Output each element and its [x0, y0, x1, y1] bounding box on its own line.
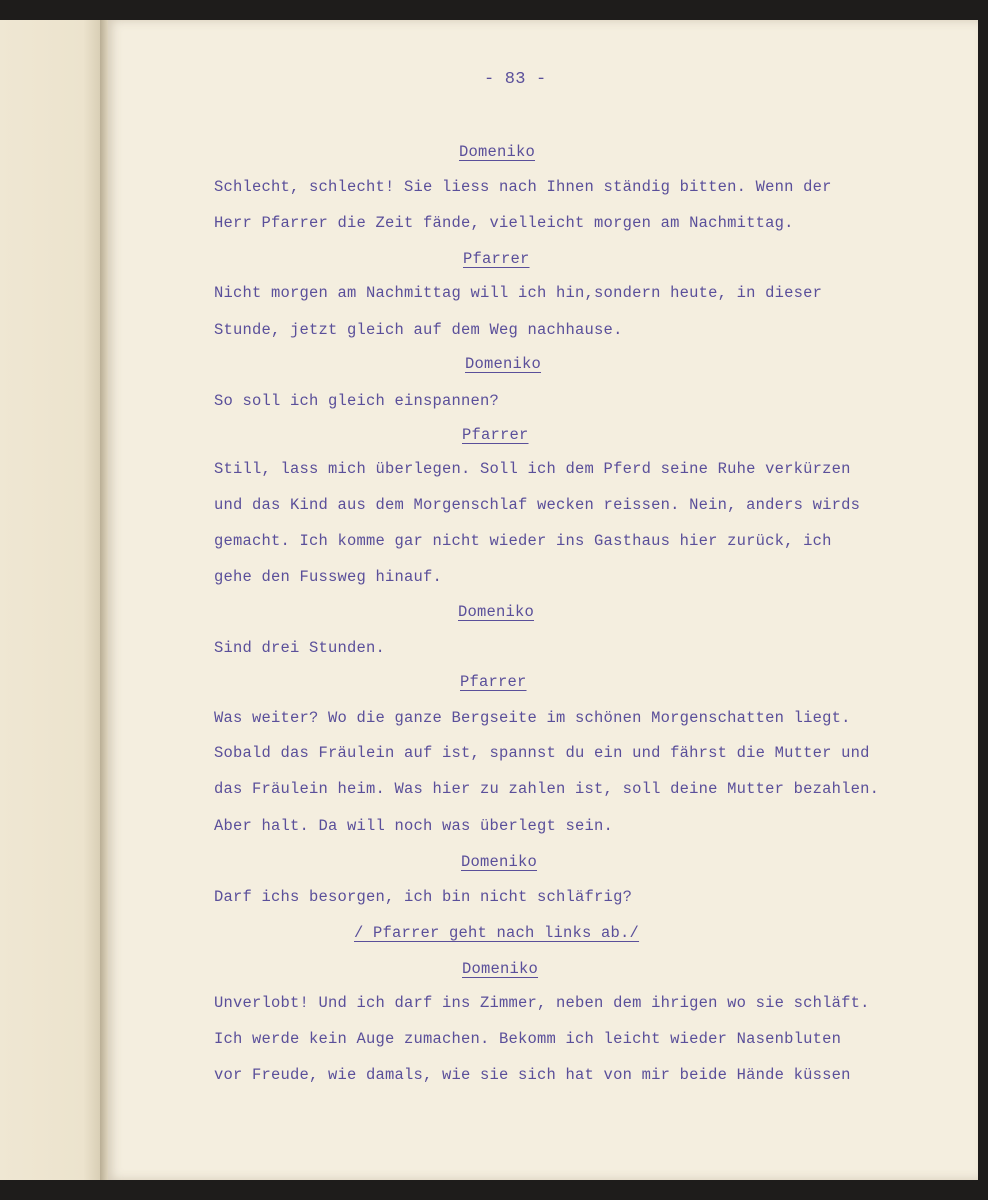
- page-number: - 83 -: [484, 70, 547, 89]
- text-line: das Fräulein heim. Was hier zu zahlen ist, soll deine Mutter bezahlen.: [214, 780, 880, 798]
- speaker-heading: Pfarrer: [462, 426, 529, 444]
- text-line: Nicht morgen am Nachmittag will ich hin,sondern heute, in dieser: [214, 284, 823, 302]
- text-line: Stunde, jetzt gleich auf dem Weg nachhause.: [214, 321, 623, 339]
- left-page-edge: [0, 20, 104, 1180]
- text-line: Sobald das Fräulein auf ist, spannst du ein und fährst die Mutter und: [214, 744, 870, 762]
- speaker-heading: Domeniko: [461, 853, 538, 871]
- text-line: gemacht. Ich komme gar nicht wieder ins Gasthaus hier zurück, ich: [214, 532, 832, 550]
- text-line: Was weiter? Wo die ganze Bergseite im schönen Morgenschatten liegt.: [214, 709, 851, 727]
- text-line: vor Freude, wie damals, wie sie sich hat von mir beide Hände küssen: [214, 1066, 851, 1084]
- text-line: Darf ichs besorgen, ich bin nicht schläfrig?: [214, 888, 633, 906]
- text-line: Herr Pfarrer die Zeit fände, vielleicht morgen am Nachmittag.: [214, 214, 794, 232]
- text-line: Unverlobt! Und ich darf ins Zimmer, neben dem ihrigen wo sie schläft.: [214, 994, 870, 1012]
- page-gutter: [100, 20, 108, 1180]
- text-line: und das Kind aus dem Morgenschlaf wecken reissen. Nein, anders wirds: [214, 496, 861, 514]
- text-line: Still, lass mich überlegen. Soll ich dem Pferd seine Ruhe verkürzen: [214, 460, 851, 478]
- text-line: gehe den Fussweg hinauf.: [214, 568, 443, 586]
- speaker-heading: Pfarrer: [463, 250, 530, 268]
- speaker-heading: Domeniko: [462, 960, 539, 978]
- stage-direction: / Pfarrer geht nach links ab./: [354, 924, 640, 942]
- text-line: Aber halt. Da will noch was überlegt sein.: [214, 817, 614, 835]
- text-line: Ich werde kein Auge zumachen. Bekomm ich leicht wieder Nasenbluten: [214, 1030, 842, 1048]
- text-line: Sind drei Stunden.: [214, 639, 386, 657]
- speaker-heading: Domeniko: [465, 355, 542, 373]
- speaker-heading: Pfarrer: [460, 673, 527, 691]
- speaker-heading: Domeniko: [458, 603, 535, 621]
- text-line: Schlecht, schlecht! Sie liess nach Ihnen ständig bitten. Wenn der: [214, 178, 832, 196]
- text-line: So soll ich gleich einspannen?: [214, 392, 500, 410]
- speaker-heading: Domeniko: [459, 143, 536, 161]
